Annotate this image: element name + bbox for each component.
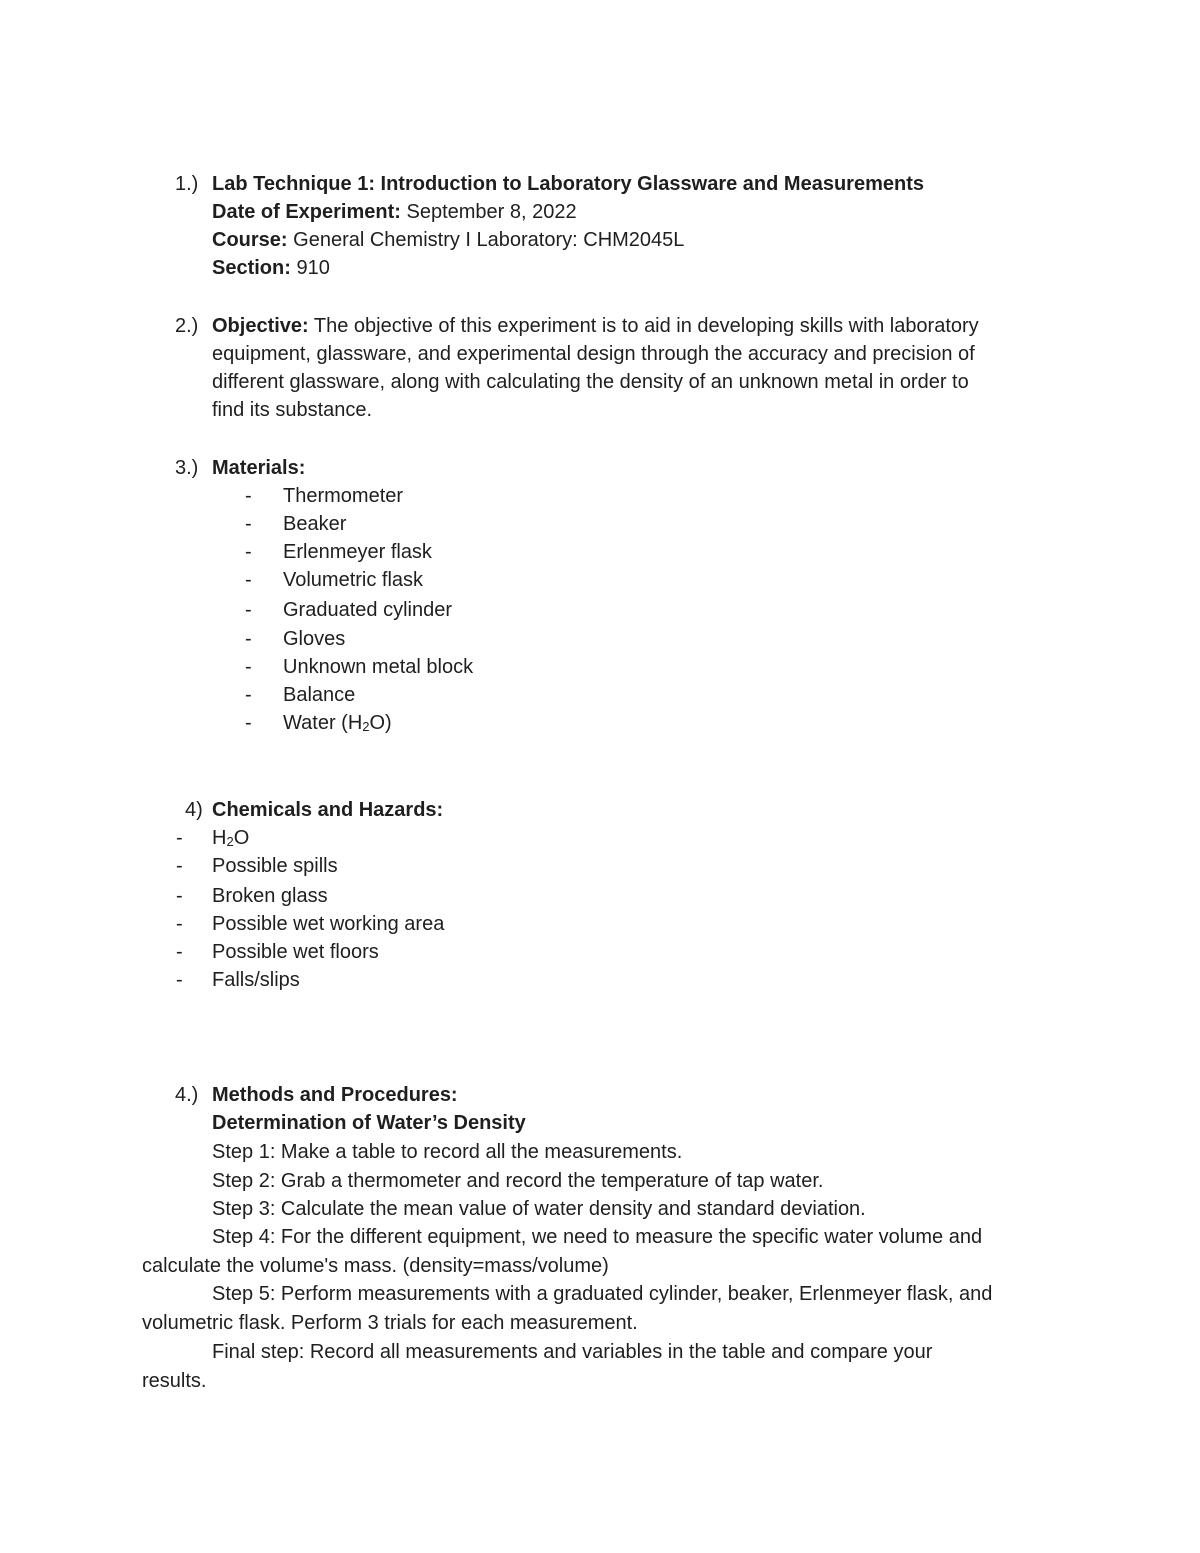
objective-line-4: find its substance. (212, 399, 373, 421)
list-bullet: - (245, 569, 252, 591)
material-item: Erlenmeyer flask (283, 541, 432, 563)
material-item: Unknown metal block (283, 656, 474, 678)
objective-line-2: equipment, glassware, and experimental design through the accuracy and precision of (212, 343, 975, 365)
section-label: Section: (212, 257, 291, 279)
list-bullet: - (245, 485, 252, 507)
list-bullet: - (176, 941, 183, 963)
hazards-heading (212, 796, 443, 824)
hazard-item: Falls/slips (212, 969, 300, 991)
hazards-number: 4) (185, 799, 203, 821)
materials-label: Materials: (212, 457, 306, 479)
water-text-b: O) (369, 712, 392, 734)
material-item-water (283, 709, 392, 741)
course-value: General Chemistry I Laboratory: CHM2045L (293, 229, 685, 251)
course-label: Course: (212, 229, 288, 251)
density-subheading-text: Determination of Water’s Density (212, 1112, 526, 1134)
water-subscript: 2 (362, 719, 370, 734)
section-2-number: 2.) (175, 315, 199, 337)
hazard-item: Possible wet floors (212, 941, 379, 963)
section-1-number: 1.) (175, 173, 199, 195)
section-value: 910 (296, 257, 330, 279)
water-text-a: Water (H (283, 712, 363, 734)
course-line (212, 226, 684, 254)
list-bullet: - (176, 827, 183, 849)
list-bullet: - (245, 712, 252, 734)
date-label: Date of Experiment: (212, 201, 401, 223)
list-bullet: - (176, 855, 183, 877)
objective-label: Objective: (212, 315, 309, 337)
material-item: Balance (283, 684, 356, 706)
section-3-number: 3.) (175, 457, 199, 479)
list-bullet: - (176, 969, 183, 991)
material-item: Gloves (283, 628, 346, 650)
hazard-item: Possible spills (212, 855, 338, 877)
hazard-item: Possible wet working area (212, 913, 445, 935)
final-step-line-2: results. (142, 1370, 207, 1392)
step-4-line-2: calculate the volume's mass. (density=mass/volume) (142, 1255, 609, 1277)
list-bullet: - (245, 656, 252, 678)
date-value: September 8, 2022 (406, 201, 577, 223)
objective-text-1: The objective of this experiment is to aid in developing skills with laboratory (313, 315, 979, 337)
methods-heading (212, 1081, 458, 1109)
list-bullet: - (176, 885, 183, 907)
date-line (212, 198, 577, 226)
step-5-line-2: volumetric flask. Perform 3 trials for each measurement. (142, 1312, 638, 1334)
hazard-item: Broken glass (212, 885, 328, 907)
methods-label: Methods and Procedures: (212, 1084, 458, 1106)
lab-title (212, 170, 924, 198)
list-bullet: - (245, 541, 252, 563)
lab-title-text: Lab Technique 1: Introduction to Laboratory Glassware and Measurements (212, 173, 924, 195)
h2o-subscript: 2 (226, 834, 234, 849)
section-line (212, 254, 330, 282)
material-item: Graduated cylinder (283, 599, 452, 621)
step-4-line-1: Step 4: For the different equipment, we need to measure the specific water volume and (212, 1226, 983, 1248)
h2o-text-a: H (212, 827, 227, 849)
methods-number: 4.) (175, 1084, 199, 1106)
hazards-label: Chemicals and Hazards: (212, 799, 444, 821)
material-item: Beaker (283, 513, 347, 535)
final-step-line-1: Final step: Record all measurements and variables in the table and compare your (212, 1341, 933, 1363)
material-item: Thermometer (283, 485, 404, 507)
step-3: Step 3: Calculate the mean value of water density and standard deviation. (212, 1198, 866, 1220)
list-bullet: - (245, 684, 252, 706)
step-5-line-1: Step 5: Perform measurements with a graduated cylinder, beaker, Erlenmeyer flask, and (212, 1283, 993, 1305)
list-bullet: - (245, 599, 252, 621)
material-item: Volumetric flask (283, 569, 424, 591)
step-2: Step 2: Grab a thermometer and record the temperature of tap water. (212, 1170, 824, 1192)
step-1: Step 1: Make a table to record all the measurements. (212, 1141, 683, 1163)
objective-line-3: different glassware, along with calculating the density of an unknown metal in order to (212, 371, 969, 393)
h2o-text-b: O (233, 827, 250, 849)
list-bullet: - (245, 513, 252, 535)
objective-line-1 (212, 312, 979, 340)
list-bullet: - (245, 628, 252, 650)
materials-heading (212, 454, 305, 482)
density-subheading (212, 1109, 526, 1137)
list-bullet: - (176, 913, 183, 935)
